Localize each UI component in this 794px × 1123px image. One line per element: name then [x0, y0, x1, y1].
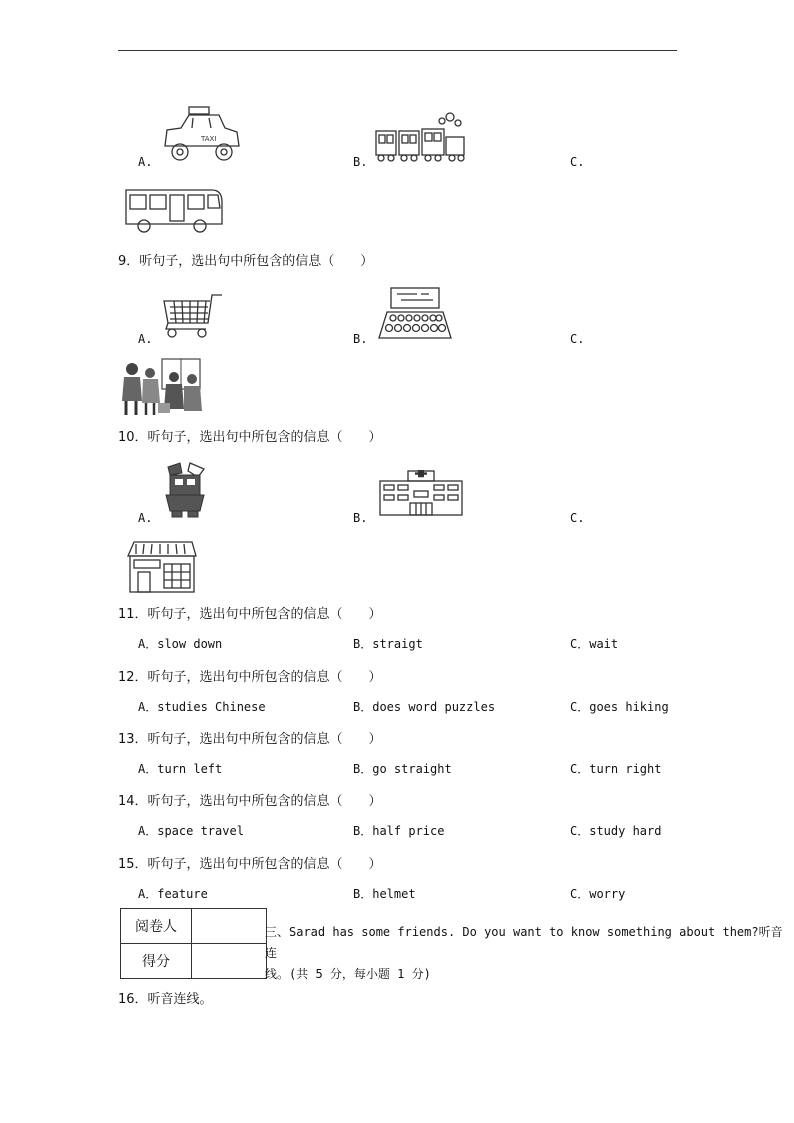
q12-stem: 12．听句子，选出句中所包含的信息（ ）	[118, 670, 382, 685]
q15-option-a[interactable]: A．feature	[138, 887, 208, 901]
q11-option-c[interactable]: C．wait	[570, 637, 619, 651]
q8-option-c-label[interactable]: C.	[570, 155, 585, 169]
section-3-instructions	[265, 922, 794, 985]
q14-option-b[interactable]: B．half price	[353, 824, 445, 838]
cinema-icon	[377, 286, 453, 340]
q8-option-b-label[interactable]: B.	[353, 155, 368, 169]
section-3-line-1: 三、Sarad has some friends. Do you want to know something about them?听音连	[265, 925, 783, 960]
q12-option-b[interactable]: B．does word puzzles	[353, 700, 496, 714]
q14-option-a[interactable]: A．space travel	[138, 824, 244, 838]
q8-option-a-label[interactable]: A.	[138, 155, 153, 169]
q13-stem: 13．听句子，选出句中所包含的信息（ ）	[118, 732, 382, 747]
q9-option-c-label[interactable]: C.	[570, 332, 585, 346]
q13-option-a[interactable]: A．turn left	[138, 762, 223, 776]
q10-option-a-label[interactable]: A.	[138, 511, 153, 525]
reviewer-label: 阅卷人	[121, 909, 192, 944]
q11-stem: 11．听句子，选出句中所包含的信息（ ）	[118, 607, 382, 622]
q9-option-b-label[interactable]: B.	[353, 332, 368, 346]
q13-option-c[interactable]: C．turn right	[570, 762, 662, 776]
q9-option-a-label[interactable]: A.	[138, 332, 153, 346]
people-shopping-picture	[118, 357, 204, 417]
q12-option-a[interactable]: A．studies Chinese	[138, 700, 266, 714]
train-icon	[374, 111, 468, 165]
q10-option-c-label[interactable]: C.	[570, 511, 585, 525]
shopping-cart-icon	[160, 291, 224, 341]
section-3-line-2: 线。(共 5 分，每小题 1 分)	[265, 967, 431, 981]
q10-option-b-label[interactable]: B.	[353, 511, 368, 525]
q12-option-c[interactable]: C．goes hiking	[570, 700, 669, 714]
score-field[interactable]	[192, 944, 267, 979]
taxi-sign-label: TAXI	[201, 135, 217, 143]
q15-option-b[interactable]: B．helmet	[353, 887, 416, 901]
header-rule	[118, 50, 677, 51]
q14-stem: 14．听句子，选出句中所包含的信息（ ）	[118, 794, 382, 809]
q16-stem: 16．听音连线。	[118, 992, 213, 1007]
q11-option-b[interactable]: B．straigt	[353, 637, 423, 651]
score-box	[120, 908, 267, 979]
q10-stem: 10．听句子，选出句中所包含的信息（ ）	[118, 430, 382, 445]
shop-building-icon	[126, 540, 198, 594]
hospital-icon	[378, 467, 464, 517]
q15-option-c[interactable]: C．worry	[570, 887, 626, 901]
q11-option-a[interactable]: A．slow down	[138, 637, 223, 651]
score-label: 得分	[121, 944, 192, 979]
q14-option-c[interactable]: C．study hard	[570, 824, 662, 838]
reviewer-field[interactable]	[192, 909, 267, 944]
q15-stem: 15．听句子，选出句中所包含的信息（ ）	[118, 857, 382, 872]
q9-stem: 9．听句子，选出句中所包含的信息（ ）	[118, 254, 374, 269]
q13-option-b[interactable]: B．go straight	[353, 762, 452, 776]
robot-icon	[160, 461, 210, 519]
bus-icon	[124, 186, 226, 234]
taxi-icon	[163, 106, 241, 164]
